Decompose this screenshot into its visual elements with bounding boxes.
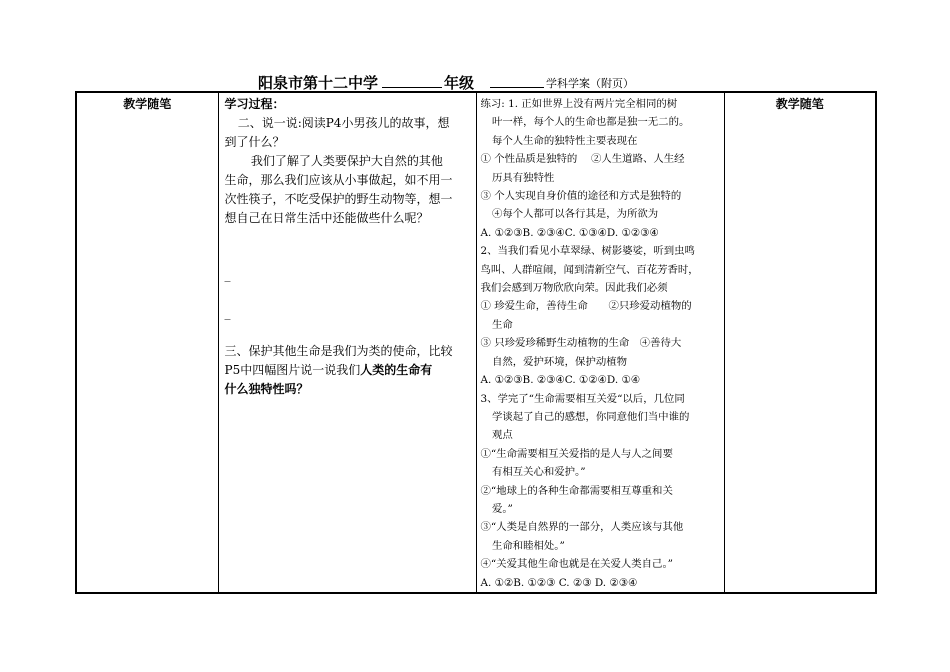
e3-line6: ②“地球上的各种生命都需要相互尊重和关 xyxy=(480,484,673,497)
table-row xyxy=(76,92,876,593)
q2-line2: 到了什么？ xyxy=(224,135,285,149)
e2-line6: ③ 只珍爱珍稀野生动植物的生命 ④善待大 xyxy=(480,337,682,350)
spacer xyxy=(225,285,472,304)
right-column-title: 教学随笔 xyxy=(775,97,824,111)
e1-options: A. ①②③B. ②③④C. ①③④D. ①②③④ xyxy=(480,226,659,239)
school-name: 阳泉市第十二中学 xyxy=(258,74,379,92)
right-notes-column xyxy=(724,92,876,593)
e3-line9: 生命和睦相处。” xyxy=(491,539,565,552)
e2-line5: 生命 xyxy=(491,318,513,331)
worksheet-table xyxy=(75,91,877,594)
blank-line-grade xyxy=(382,87,442,88)
grade-label: 年级 xyxy=(444,74,475,92)
para-line4: 想自己在日常生活中还能做些什么呢？ xyxy=(224,211,429,225)
e2-line1: 2、当我们看见小草翠绿、树影婆娑，听到虫鸣 xyxy=(480,245,695,258)
q3-line2-b: 人类的生命有 xyxy=(360,363,433,377)
q3-line2 xyxy=(225,361,472,380)
e3-line1: 3、学完了“生命需要相互关爱“以后，几位同 xyxy=(480,392,685,405)
e3-line5: 有相互关心和爱护。” xyxy=(491,466,586,479)
e3-line4: ①“生命需要相互关爱指的是人与人之间要 xyxy=(480,447,673,460)
e1-line4: ① 个性品质是独特的 ②人生道路、人生经 xyxy=(480,153,685,166)
e3-options: A. ①②B. ①②③ C. ②③ D. ②③④ xyxy=(480,576,638,589)
spacer xyxy=(225,228,472,266)
e2-line7: 自然，爱护环境，保护动植物 xyxy=(491,355,628,368)
spacer xyxy=(225,323,472,342)
e1-line3: 每个人生命的独特性主要表现在 xyxy=(491,134,638,147)
left-column-title: 教学随笔 xyxy=(123,97,172,111)
e3-line7: 爱。” xyxy=(491,502,513,515)
blank-line-subject xyxy=(490,87,544,88)
e3-line2: 学谈起了自己的感想，你同意他们当中谁的 xyxy=(491,410,690,423)
exercises-cell xyxy=(476,92,724,593)
e2-line3: 我们会感到万物欣欣向荣。因此我们必须 xyxy=(480,282,668,295)
q3-line2-a: P5中四幅图片说一说我们 xyxy=(224,363,361,377)
e3-line3: 观点 xyxy=(491,429,513,442)
e1-line6: ③ 个人实现自身价值的途径和方式是独特的 xyxy=(480,190,682,203)
process-heading: 学习过程： xyxy=(224,97,285,111)
header-subtitle: 学科学案（附页） xyxy=(546,77,634,90)
learning-process-cell xyxy=(218,92,476,593)
answer-dash-1: _ xyxy=(224,268,231,282)
e1-line1: 练习: 1. 正如世界上没有两片完全相同的树 xyxy=(480,98,678,110)
e3-line8: ③“人类是自然界的一部分，人类应该与其他 xyxy=(480,521,684,534)
q3-line1: 三、保护其他生命是我们为类的使命，比较 xyxy=(224,344,453,358)
left-notes-column xyxy=(76,92,218,593)
answer-dash-2: _ xyxy=(224,306,231,320)
para-line2: 生命，那么我们应该从小事做起，如不用一 xyxy=(224,173,453,187)
e3-line10: ④“关爱其他生命也就是在关爱人类自己。” xyxy=(480,558,673,571)
e1-line2: 叶一样，每个人的生命也都是独一无二的。 xyxy=(491,116,690,129)
e2-line2: 鸟叫、人群喧闹，闻到清新空气、百花芳香时， xyxy=(480,263,699,276)
e1-line7: ④每个人都可以各行其是，为所欲为 xyxy=(491,208,659,221)
e2-line4: ① 珍爱生命，善待生命 ②只珍爱动植物的 xyxy=(480,300,692,313)
page-header xyxy=(0,72,950,92)
e1-line5: 历具有独特性 xyxy=(491,171,555,184)
q3-line3: 什么独特性吗？ xyxy=(224,382,309,396)
e2-options: A. ①②③B. ②③④C. ①②④D. ①④ xyxy=(480,374,641,387)
q2-line1: 二、说一说:阅读P4小男孩儿的故事，想 xyxy=(237,116,450,130)
para-line1: 我们了解了人类要保护大自然的其他 xyxy=(250,154,443,168)
para-line3: 次性筷子，不吃受保护的野生动物等，想一 xyxy=(224,192,453,206)
